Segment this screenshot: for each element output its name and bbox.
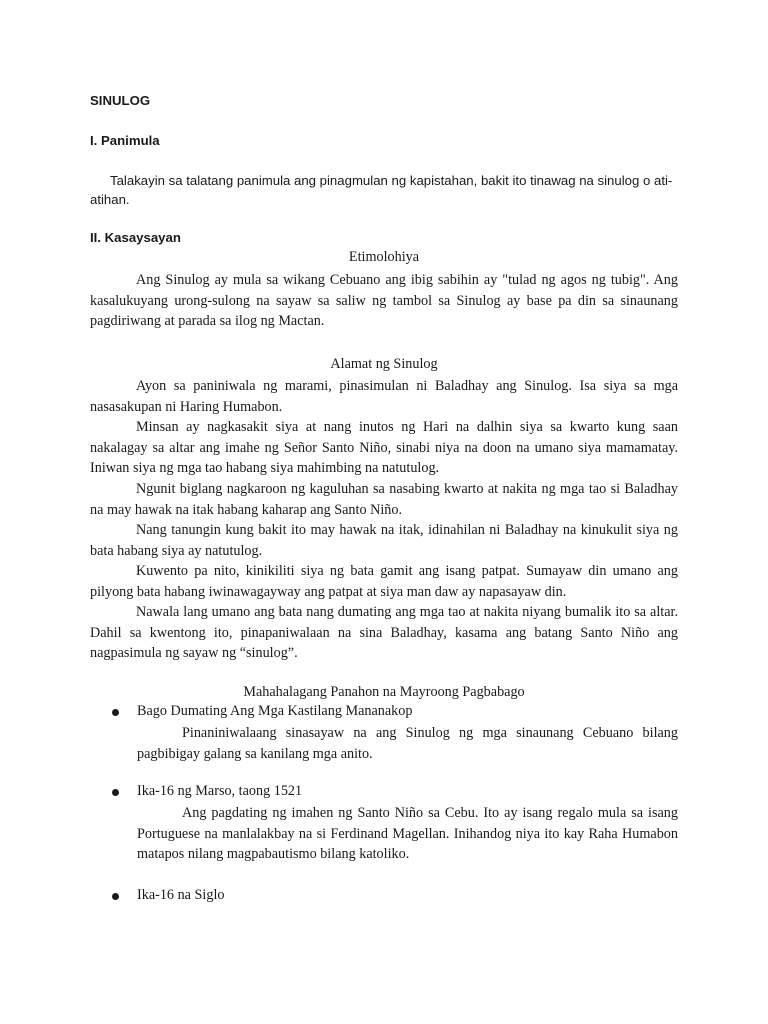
list-item-title: Bago Dumating Ang Mga Kastilang Mananakop xyxy=(137,703,413,719)
bullet-icon xyxy=(112,789,119,796)
section-heading-kasaysayan: II. Kasaysayan xyxy=(90,230,181,245)
etimolohiya-title: Etimolohiya xyxy=(348,249,420,265)
document-title: SINULOG xyxy=(90,93,151,108)
alamat-paragraph-6: Nawala lang umano ang bata nang dumating ang mga tao at nakita niyang bumalik ito sa altar. Dahil sa kwentong ito, pinapaniwalaan na sina Baladhay, kasama ang batang Santo Niño ang nagpasimula ng sayaw ng “sinulog”. xyxy=(90,604,678,661)
alamat-title: Alamat ng Sinulog xyxy=(330,356,438,372)
etimolohiya-paragraph: Ang Sinulog ay mula sa wikang Cebuano ang ibig sabihin ay "tulad ng agos ng tubig". Ang kasalukuyang urong-sulong na sayaw sa saliw ng tambol sa Sinulog ay base pa din sa sinaunang pagdiriwang at parada sa ilog ng Mactan. xyxy=(90,272,678,329)
list-item-body: Ang pagdating ng imahen ng Santo Niño sa Cebu. Ito ay isang regalo mula sa isang Portuguese na manlalakbay na si Ferdinand Magellan. Inihandog niya ito kay Raha Humabon matapos nilang magpabautismo bilang katoliko. xyxy=(137,805,678,862)
bullet-icon xyxy=(112,709,119,716)
section-heading-panimula: I. Panimula xyxy=(90,133,160,148)
list-item-body: Pinaniniwalaang sinasayaw na ang Sinulog ng mga sinaunang Cebuano bilang pagbibigay galang sa kanilang mga anito. xyxy=(137,725,678,762)
alamat-paragraph-4: Nang tanungin kung bakit ito may hawak na itak, idinahilan ni Baladhay na kinukulit siya ng bata habang siya ay natutulog. xyxy=(90,522,678,559)
bullet-icon xyxy=(112,893,119,900)
panimula-paragraph: Talakayin sa talatang panimula ang pinagmulan ng kapistahan, bakit ito tinawag na sinulog o ati-atihan. xyxy=(90,173,673,207)
alamat-paragraph-1: Ayon sa paniniwala ng marami, pinasimulan ni Baladhay ang Sinulog. Isa siya sa mga nasasakupan ni Haring Humabon. xyxy=(90,378,678,415)
list-item-title: Ika-16 na Siglo xyxy=(137,887,225,903)
mahalaga-title: Mahahalagang Panahon na Mayroong Pagbabago xyxy=(243,684,525,700)
alamat-paragraph-5: Kuwento pa nito, kinikiliti siya ng bata gamit ang isang patpat. Sumayaw din umano ang pilyong bata habang iwinawagayway ang patpat at siya man daw ay napasayaw din. xyxy=(90,563,678,600)
alamat-paragraph-2: Minsan ay nagkasakit siya at nang inutos ng Hari na dalhin siya sa kwarto kung saan nakalagay sa altar ang imahe ng Señor Santo Niño, sinabi niya na doon na umano siya mamamatay. Iniwan siya ng mga tao habang siya mahimbing na natutulog. xyxy=(90,419,678,476)
alamat-paragraph-3: Ngunit biglang nagkaroon ng kaguluhan sa nasabing kwarto at nakita ng mga tao si Baladhay na may hawak na itak habang kaharap ang Santo Niño. xyxy=(90,481,678,518)
list-item-title: Ika-16 ng Marso, taong 1521 xyxy=(137,783,303,799)
